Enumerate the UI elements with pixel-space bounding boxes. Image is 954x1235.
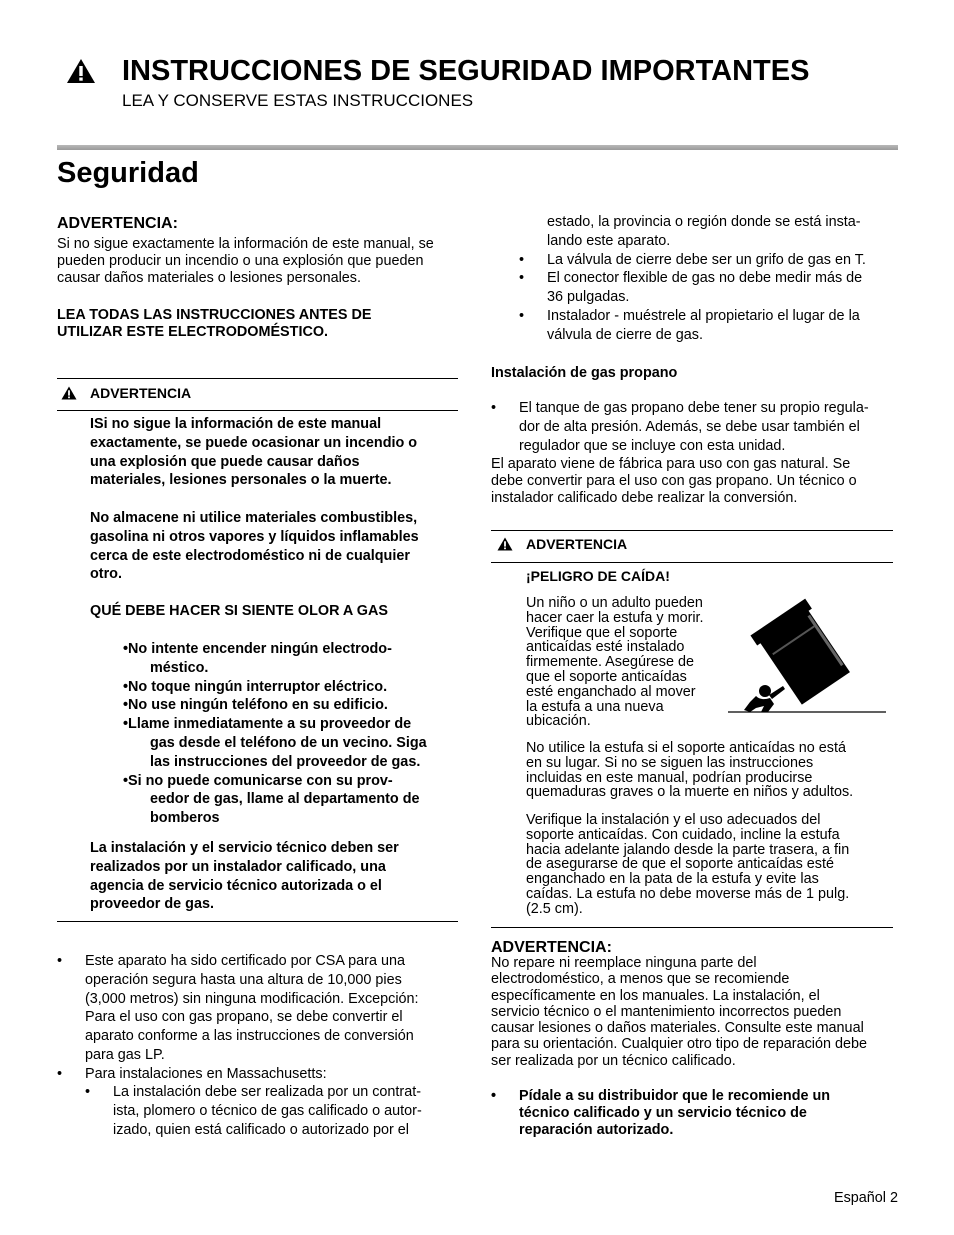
list-item: • Para instalaciones en Massachusetts: bbox=[57, 1066, 327, 1082]
page-subtitle: LEA Y CONSERVE ESTAS INSTRUCCIONES bbox=[122, 91, 474, 110]
list-item: • El tanque de gas propano debe tener su propio regula- dor de alta presión. Además, se debe usar también el regulador que se incluye con esta unidad. bbox=[491, 400, 869, 454]
list-item: •No intente encender ningún electrodo- méstico. bbox=[123, 641, 392, 676]
header-divider bbox=[57, 145, 898, 150]
warning-triangle-icon bbox=[66, 58, 96, 84]
warnbox-paragraph: ISi no sigue la información de este manual exactamente, se puede ocasionar un incendio o una explosión que puede causar daños materiales, lesiones personales o la muerte. bbox=[90, 416, 418, 489]
list-item: •No use ningún teléfono en su edificio. bbox=[123, 697, 388, 714]
page-number: Español 2 bbox=[833, 1190, 898, 1206]
page-title: INSTRUCCIONES DE SEGURIDAD IMPORTANTES bbox=[122, 55, 810, 87]
list-item: • La válvula de cierre debe ser un grifo de gas en T. bbox=[519, 252, 866, 268]
tip-over-heading: ¡PELIGRO DE CAÍDA! bbox=[526, 568, 670, 584]
gas-smell-heading: QUÉ DEBE HACER SI SIENTE OLOR A GAS bbox=[90, 603, 388, 619]
advertencia-text: Si no sigue exactamente la información de este manual, se pueden producir un incendio o una explosión que pueden causar daños materiales o lesiones personales. bbox=[57, 236, 434, 286]
read-all-instructions: LEA TODAS LAS INSTRUCCIONES ANTES DE UTILIZAR ESTE ELECTRODOMÉSTICO. bbox=[57, 307, 372, 340]
warnbox-label: ADVERTENCIA bbox=[526, 536, 628, 552]
list-item: • Este aparato ha sido certificado por CSA para una operación segura hasta una altura de 10,000 pies (3,000 metros) sin ninguna modificación. Excepción: Para el uso con gas propano, se debe convertir el aparato conforme a las instrucciones de conversión para gas LP. bbox=[57, 953, 419, 1063]
warnbox-paragraph: No almacene ni utilice materiales combustibles, gasolina ni otros vapores y líquidos inflamables cerca de este electrodoméstico ni de cualquier otro. bbox=[90, 510, 419, 583]
warnbox-bottom-rule bbox=[57, 921, 458, 922]
warning-triangle-icon bbox=[497, 537, 513, 551]
propano-paragraph: El aparato viene de fábrica para uso con gas natural. Se debe convertir para el uso con gas propano. Un técnico o instalador calificado debe realizar la conversión. bbox=[491, 456, 857, 506]
continued-text: estado, la provincia o región donde se está insta- lando este aparato. bbox=[547, 214, 861, 249]
tip-over-paragraph: Verifique la instalación y el uso adecuados del soporte anticaídas. Con cuidado, incline la estufa hacia adelante jalando desde la parte trasera, a fin de asegurarse de que el soporte anticaídas esté enganchado en la pata de la estufa y evite las caídas. La estufa no debe moverse más de 1 pulg. (2.5 cm). bbox=[526, 812, 850, 917]
advertencia-text: No repare ni reemplace ninguna parte del electrodoméstico, a menos que se recomiende específicamente en los manuales. La instalación, el servicio técnico o el mantenimiento incorrectos pueden causar lesiones o daños materiales. Consulte este manual para su orientación. Cualquier otro tipo de reparación debe ser realizada por un técnico calificado. bbox=[491, 955, 867, 1069]
propano-heading: Instalación de gas propano bbox=[491, 365, 678, 381]
warnbox-label-rule bbox=[57, 410, 458, 411]
warnbox-top-rule bbox=[491, 530, 893, 531]
warnbox-label-rule bbox=[491, 562, 893, 563]
list-item: •No toque ningún interruptor eléctrico. bbox=[123, 678, 388, 695]
tip-over-paragraph: Un niño o un adulto pueden hacer caer la estufa y morir. Verifique que el soporte anticaídas esté instalado firmemente. Asegúrese de que el soporte anticaídas esté enganchado al mover la estufa a una nueva ubicación. bbox=[526, 595, 704, 730]
warnbox-label: ADVERTENCIA bbox=[90, 385, 192, 401]
advertencia-heading: ADVERTENCIA: bbox=[491, 939, 612, 956]
list-item: • La instalación debe ser realizada por un contrat- ista, plomero o técnico de gas calificado o autor- izado, quien está calificado o autorizado por el bbox=[85, 1084, 422, 1138]
list-item: •Si no puede comunicarse con su prov- eedor de gas, llame al departamento de bomberos bbox=[123, 772, 420, 827]
list-item: • El conector flexible de gas no debe medir más de 36 pulgadas. bbox=[519, 270, 863, 305]
list-item: • Instalador - muéstrele al propietario el lugar de la válvula de cierre de gas. bbox=[519, 308, 860, 343]
warnbox-paragraph: La instalación y el servicio técnico deben ser realizados por un instalador calificado, una agencia de servicio técnico autorizada o el proveedor de gas. bbox=[90, 840, 399, 913]
warnbox-bottom-rule bbox=[491, 927, 893, 928]
gas-smell-list bbox=[123, 640, 463, 828]
tip-over-illustration bbox=[728, 598, 886, 716]
list-item: •Llame inmediatamente a su proveedor de gas desde el teléfono de un vecino. Siga las instrucciones del proveedor de gas. bbox=[123, 716, 427, 770]
warnbox-top-rule bbox=[57, 378, 458, 379]
list-item: • Pídale a su distribuidor que le recomiende un técnico calificado y un servicio técnico de reparación autorizado. bbox=[491, 1088, 831, 1138]
advertencia-heading: ADVERTENCIA: bbox=[57, 215, 178, 232]
warning-triangle-icon bbox=[61, 386, 77, 400]
tip-over-paragraph: No utilice la estufa si el soporte anticaídas no está en su lugar. Si no se siguen las instrucciones incluidas en este manual, podrían producirse quemaduras graves o la muerte en niños y adultos. bbox=[526, 740, 854, 801]
section-title: Seguridad bbox=[57, 157, 199, 189]
